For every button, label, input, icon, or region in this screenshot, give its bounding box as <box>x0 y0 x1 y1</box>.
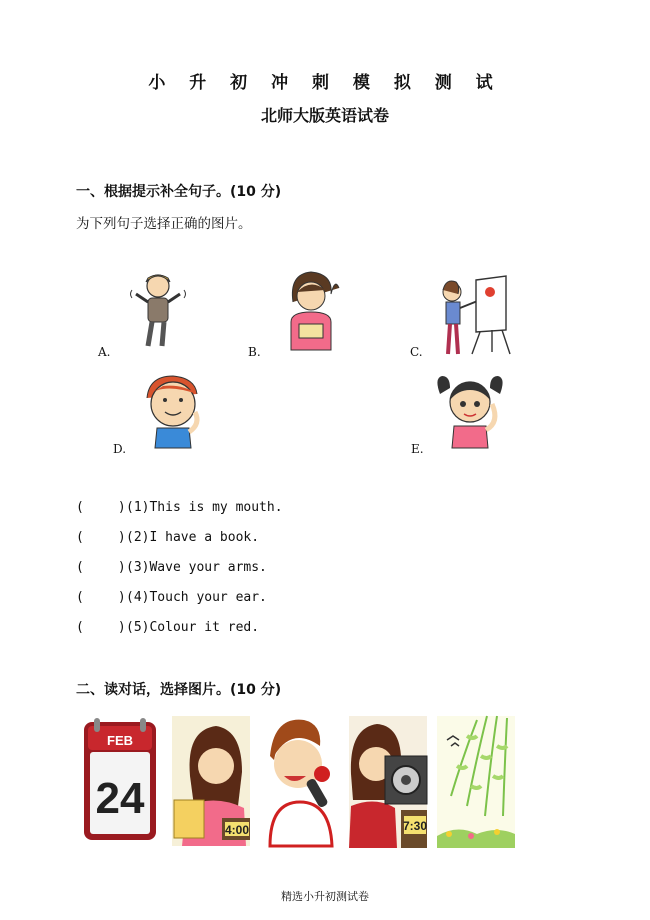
question-4: ( )(4)Touch your ear. <box>76 590 267 605</box>
boy-waving-arms-icon <box>128 268 188 354</box>
page-footer: 精选小升初测试卷 <box>281 890 369 903</box>
section-2-heading: 二、读对话，选择图片。(10 分) <box>76 682 282 698</box>
answer-blank[interactable]: ( ) <box>76 620 126 635</box>
answer-blank[interactable]: ( ) <box>76 530 126 545</box>
boy-pointing-mouth-icon <box>143 372 205 450</box>
girl-painting-easel-icon <box>440 272 518 356</box>
picture-label-c: C. <box>410 345 423 359</box>
girl-radio-clock-icon <box>349 716 427 848</box>
girl-touching-ear-icon <box>434 374 506 450</box>
clock-time: 7:30 <box>402 819 428 833</box>
answer-blank[interactable]: ( ) <box>76 500 126 515</box>
calendar-day: 24 <box>95 774 145 823</box>
picture-label-b: B. <box>248 345 261 359</box>
question-2: ( )(2)I have a book. <box>76 530 260 545</box>
picture-label-d: D. <box>113 442 127 456</box>
picture-label-e: E. <box>411 442 424 456</box>
question-3: ( )(3)Wave your arms. <box>76 560 267 575</box>
section-1-instruction: 为下列句子选择正确的图片。 <box>76 216 252 232</box>
answer-blank[interactable]: ( ) <box>76 560 126 575</box>
answer-blank[interactable]: ( ) <box>76 590 126 605</box>
question-5: ( )(5)Colour it red. <box>76 620 260 635</box>
page-title: 小 升 初 冲 刺 模 拟 测 试 <box>148 73 502 93</box>
page-subtitle: 北师大版英语试卷 <box>260 106 389 125</box>
picture-label-a: A. <box>98 345 111 359</box>
clock-time: 4:00 <box>224 823 250 837</box>
spring-willow-icon <box>437 716 515 848</box>
calendar-month: FEB <box>107 733 133 748</box>
question-1: ( )(1)This is my mouth. <box>76 500 283 515</box>
section-1-heading: 一、根据提示补全句子。(10 分) <box>76 184 282 200</box>
girl-clock-icon <box>172 716 250 846</box>
calendar-icon <box>82 718 158 844</box>
boy-microphone-icon <box>262 716 338 846</box>
girl-reading-book-icon <box>283 268 339 354</box>
